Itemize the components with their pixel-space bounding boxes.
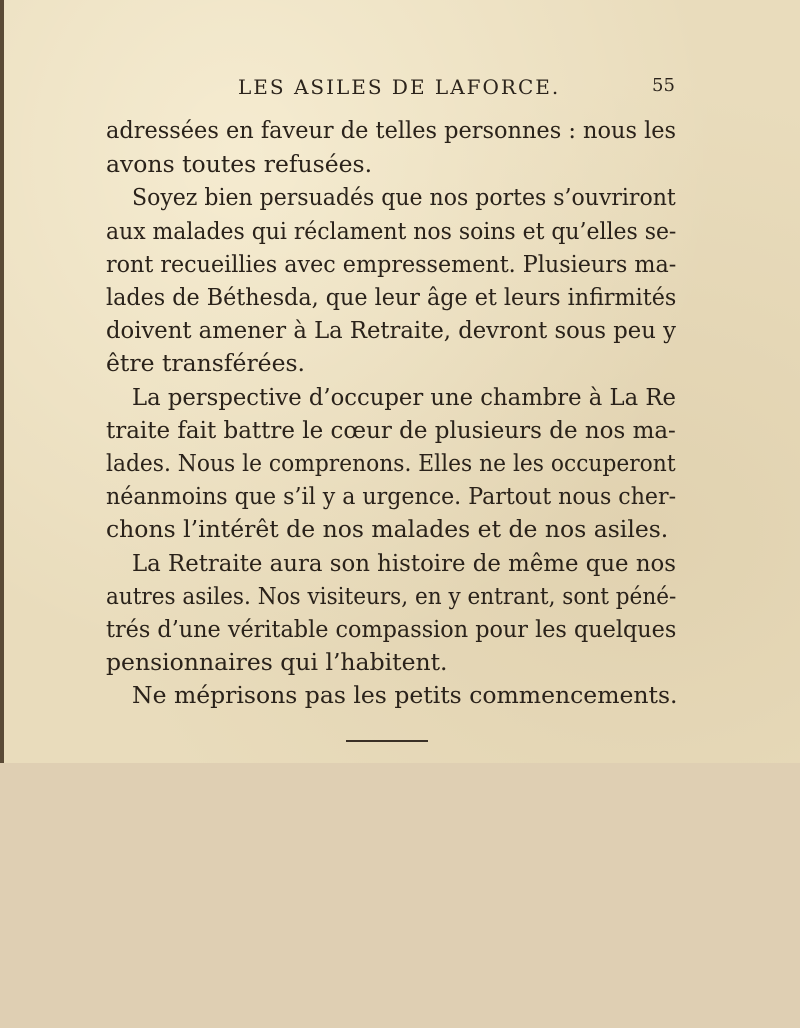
text-line: doivent amener à La Retraite, devront sous peu y xyxy=(106,316,676,344)
text-line: Soyez bien persuadés que nos portes s’ouvriront xyxy=(132,183,676,211)
text-line: lades de Béthesda, que leur âge et leurs infirmités xyxy=(106,283,677,311)
text-line: lades. Nous le comprenons. Elles ne les occuperont xyxy=(106,449,676,477)
page-edge xyxy=(0,0,4,763)
text-line: trés d’une véritable compassion pour les quelques xyxy=(106,615,677,643)
text-line: ront recueillies avec empressement. Plusieurs ma- xyxy=(106,250,677,278)
text-line: néanmoins que s’il y a urgence. Partout nous cher- xyxy=(106,482,677,510)
running-title: LES ASILES DE LAFORCE. xyxy=(238,75,561,99)
text-line: La Retraite aura son histoire de même que nos xyxy=(132,549,676,577)
page-header xyxy=(0,75,800,101)
text-line: autres asiles. Nos visiteurs, en y entrant, sont péné- xyxy=(106,582,677,610)
text-line: chons l’intérêt de nos malades et de nos asiles. xyxy=(106,515,669,543)
section-rule xyxy=(346,740,428,742)
text-line: La perspective d’occuper une chambre à La Re xyxy=(132,383,676,411)
text-line: être transférées. xyxy=(106,349,306,377)
text-line: Ne méprisons pas les petits commencements. xyxy=(132,681,678,709)
text-line: adressées en faveur de telles personnes : nous les xyxy=(106,116,677,144)
text-line: avons toutes refusées. xyxy=(106,150,373,178)
text-line: traite fait battre le cœur de plusieurs de nos ma- xyxy=(106,416,676,444)
page-number: 55 xyxy=(652,75,675,96)
text-line: aux malades qui réclament nos soins et qu’elles se- xyxy=(106,217,677,245)
text-line: pensionnaires qui l’habitent. xyxy=(106,648,448,676)
